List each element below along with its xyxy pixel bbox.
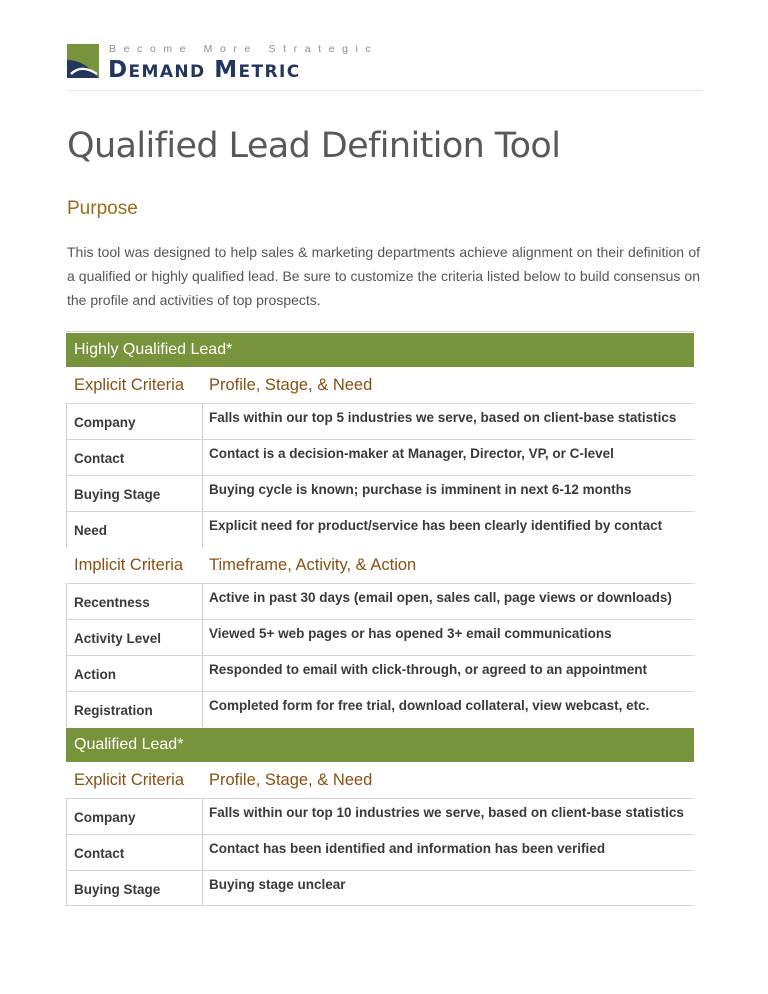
explicit-criteria-header xyxy=(66,367,694,403)
brand-name-emand: EMAND xyxy=(128,62,206,82)
row-value: Active in past 30 days (email open, sales call, page views or downloads) xyxy=(209,590,672,605)
row-value: Completed form for free trial, download collateral, view webcast, etc. xyxy=(209,698,650,713)
row-label: Buying Stage xyxy=(66,476,203,511)
row-value: Responded to email with click-through, or agreed to an appointment xyxy=(209,662,648,677)
row-value: Explicit need for product/service has been clearly identified by contact xyxy=(209,518,663,533)
row-value: Buying stage unclear xyxy=(209,877,346,892)
row-value: Viewed 5+ web pages or has opened 3+ email communications xyxy=(209,626,612,641)
brand-name-d: D xyxy=(108,57,129,83)
purpose-text: This tool was designed to help sales & marketing departments achieve alignment on their definition of a qualified or highly qualified lead. Be sure to customize the criteria listed below to build consensus on the profile and activities of top prospects. xyxy=(67,244,700,308)
table-row xyxy=(66,439,694,475)
criteria-heading: Profile, Stage, & Need xyxy=(209,376,373,394)
table-row xyxy=(66,798,694,834)
table-row xyxy=(66,655,694,691)
demand-metric-logo-icon xyxy=(67,44,99,78)
row-value: Contact is a decision-maker at Manager, Director, VP, or C-level xyxy=(209,446,614,461)
row-label: Registration xyxy=(66,692,203,727)
brand-tagline: Become More Strategic xyxy=(109,43,379,55)
row-value: Falls within our top 10 industries we serve, based on client-base statistics xyxy=(209,805,684,820)
criteria-heading: Profile, Stage, & Need xyxy=(209,771,373,789)
table-row xyxy=(66,583,694,619)
page-title: Qualified Lead Definition Tool xyxy=(67,126,561,166)
row-label: Company xyxy=(66,404,203,439)
row-value: Falls within our top 5 industries we serve, based on client-base statistics xyxy=(209,410,677,425)
row-label: Company xyxy=(66,799,203,834)
purpose-heading: Purpose xyxy=(67,198,138,219)
row-label: Activity Level xyxy=(66,620,203,655)
table-row xyxy=(66,619,694,655)
implicit-criteria-header xyxy=(66,547,694,583)
table-top-rule xyxy=(66,331,694,332)
table-row xyxy=(66,870,694,906)
highly-qualified-lead-band: Highly Qualified Lead* xyxy=(66,333,694,367)
row-value: Contact has been identified and information has been verified xyxy=(209,841,606,856)
criteria-label: Implicit Criteria xyxy=(74,556,184,574)
criteria-heading: Timeframe, Activity, & Action xyxy=(209,556,417,574)
brand-logo xyxy=(67,40,379,83)
row-label: Contact xyxy=(66,835,203,870)
criteria-table xyxy=(66,331,694,906)
brand-name-m: M xyxy=(214,57,239,83)
table-row xyxy=(66,403,694,439)
table-row xyxy=(66,834,694,870)
row-label: Recentness xyxy=(66,584,203,619)
header-divider xyxy=(67,90,703,91)
row-value: Buying cycle is known; purchase is imminent in next 6-12 months xyxy=(209,482,632,497)
brand-name-etric: ETRIC xyxy=(238,62,301,82)
table-row xyxy=(66,475,694,511)
criteria-label: Explicit Criteria xyxy=(74,376,185,394)
criteria-label: Explicit Criteria xyxy=(74,771,185,789)
table-row xyxy=(66,691,694,727)
row-label: Contact xyxy=(66,440,203,475)
row-label: Need xyxy=(66,512,203,547)
qualified-lead-band: Qualified Lead* xyxy=(66,728,694,762)
row-label: Action xyxy=(66,656,203,691)
explicit-criteria-header xyxy=(66,762,694,798)
brand-name xyxy=(108,57,301,83)
row-label: Buying Stage xyxy=(66,871,203,906)
table-row xyxy=(66,511,694,547)
